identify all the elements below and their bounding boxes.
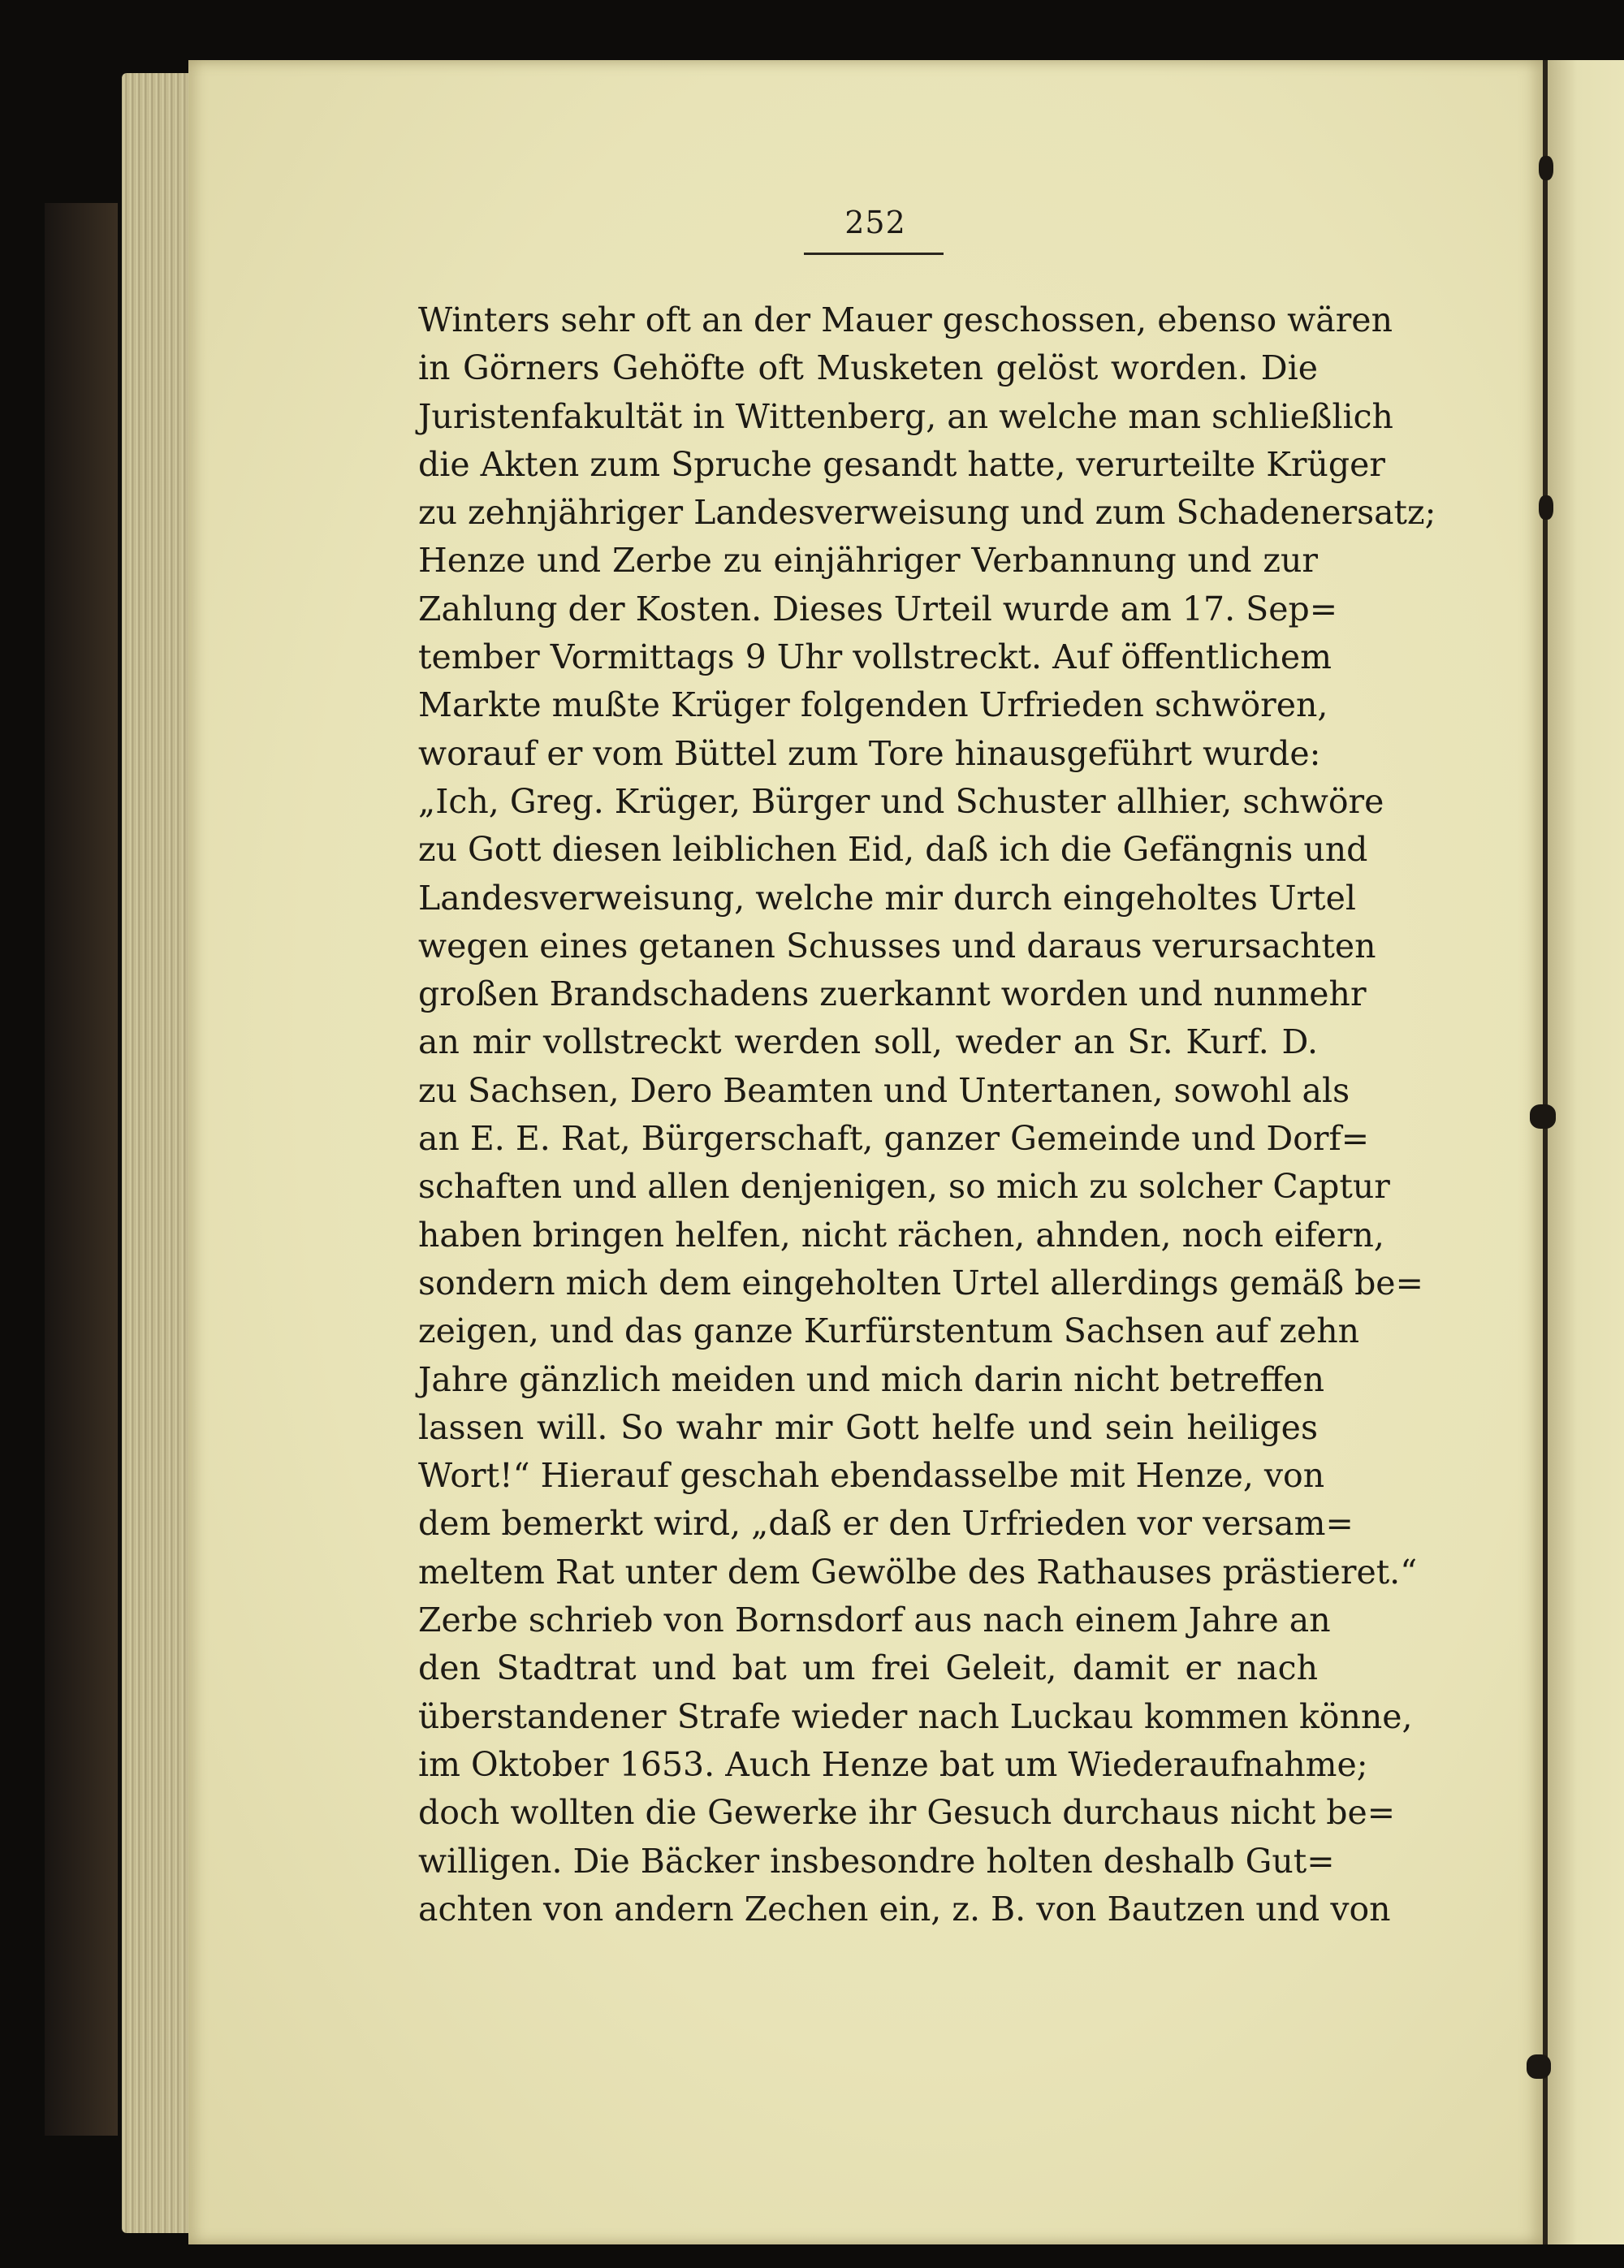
text-line: an mir vollstreckt werden soll, weder an Sr. Kurf. D. — [418, 1022, 1318, 1062]
text-line: lassen will. So wahr mir Gott helfe und sein heiliges — [418, 1407, 1318, 1447]
text-line: tember Vormittags 9 Uhr vollstreckt. Auf öffentlichem — [418, 637, 1332, 677]
text-line: willigen. Die Bäcker insbesondre holten deshalb Gut= — [418, 1841, 1335, 1881]
text-line: sondern mich dem eingeholten Urtel allerdings gemäß be= — [418, 1263, 1423, 1302]
text-line: worauf er vom Büttel zum Tore hinausgeführt wurde: — [418, 733, 1321, 773]
text-line: überstandener Strafe wieder nach Luckau kommen könne, — [418, 1696, 1413, 1736]
text-line: an E. E. Rat, Bürgerschaft, ganzer Gemeinde und Dorf= — [418, 1119, 1370, 1159]
text-line: großen Brandschadens zuerkannt worden und nunmehr — [418, 974, 1367, 1014]
text-line: Wort!“ Hierauf geschah ebendasselbe mit Henze, von — [418, 1456, 1325, 1496]
book-cover-edge — [45, 203, 118, 2136]
text-line: im Oktober 1653. Auch Henze bat um Wiederaufnahme; — [418, 1744, 1368, 1784]
text-line: doch wollten die Gewerke ihr Gesuch durchaus nicht be= — [418, 1793, 1396, 1833]
text-line: zeigen, und das ganze Kurfürstentum Sachsen auf zehn — [418, 1311, 1360, 1351]
text-line: dem bemerkt wird, „daß er den Urfrieden vor versam= — [418, 1504, 1354, 1544]
binding-stitch — [1539, 495, 1553, 520]
facing-page-edge — [1546, 60, 1624, 2244]
text-line: zu zehnjähriger Landesverweisung und zum Schadenersatz; — [418, 493, 1436, 533]
text-line: Jahre gänzlich meiden und mich darin nicht betreffen — [418, 1359, 1325, 1399]
binding-stitch — [1527, 2054, 1551, 2079]
text-line: zu Sachsen, Dero Beamten und Untertanen, sowohl als — [418, 1070, 1350, 1110]
binding-stitch — [1530, 1104, 1556, 1129]
page-number-rule — [804, 253, 944, 255]
text-line: Henze und Zerbe zu einjähriger Verbannung und zur — [418, 541, 1318, 581]
page-number: 252 — [844, 205, 906, 240]
text-line: meltem Rat unter dem Gewölbe des Rathauses prästieret.“ — [418, 1552, 1418, 1592]
text-line: die Akten zum Spruche gesandt hatte, verurteilte Krüger — [418, 444, 1386, 484]
text-line: schaften und allen denjenigen, so mich zu solcher Captur — [418, 1167, 1390, 1207]
text-line: Markte mußte Krüger folgenden Urfrieden schwören, — [418, 685, 1328, 725]
text-line: den Stadtrat und bat um frei Geleit, damit er nach — [418, 1648, 1318, 1688]
text-line: Landesverweisung, welche mir durch eingeholtes Urtel — [418, 878, 1357, 918]
text-line: „Ich, Greg. Krüger, Bürger und Schuster allhier, schwöre — [418, 781, 1384, 821]
text-line: zu Gott diesen leiblichen Eid, daß ich die Gefängnis und — [418, 830, 1368, 870]
text-line: wegen eines getanen Schusses und daraus verursachten — [418, 926, 1376, 966]
binding-stitch — [1539, 156, 1553, 180]
text-line: in Görners Gehöfte oft Musketen gelöst worden. Die — [418, 348, 1318, 388]
text-line: achten von andern Zechen ein, z. B. von Bautzen und von — [418, 1889, 1391, 1929]
text-line: Zahlung der Kosten. Dieses Urteil wurde am 17. Sep= — [418, 589, 1338, 629]
text-line: Winters sehr oft an der Mauer geschossen, ebenso wären — [418, 300, 1393, 339]
text-line: haben bringen helfen, nicht rächen, ahnden, noch eifern, — [418, 1215, 1384, 1255]
text-line: Zerbe schrieb von Bornsdorf aus nach einem Jahre an — [418, 1601, 1331, 1640]
body-text — [418, 296, 1436, 1933]
text-line: Juristenfakultät in Wittenberg, an welche man schließlich — [418, 396, 1393, 436]
binding-gutter — [1543, 60, 1548, 2244]
